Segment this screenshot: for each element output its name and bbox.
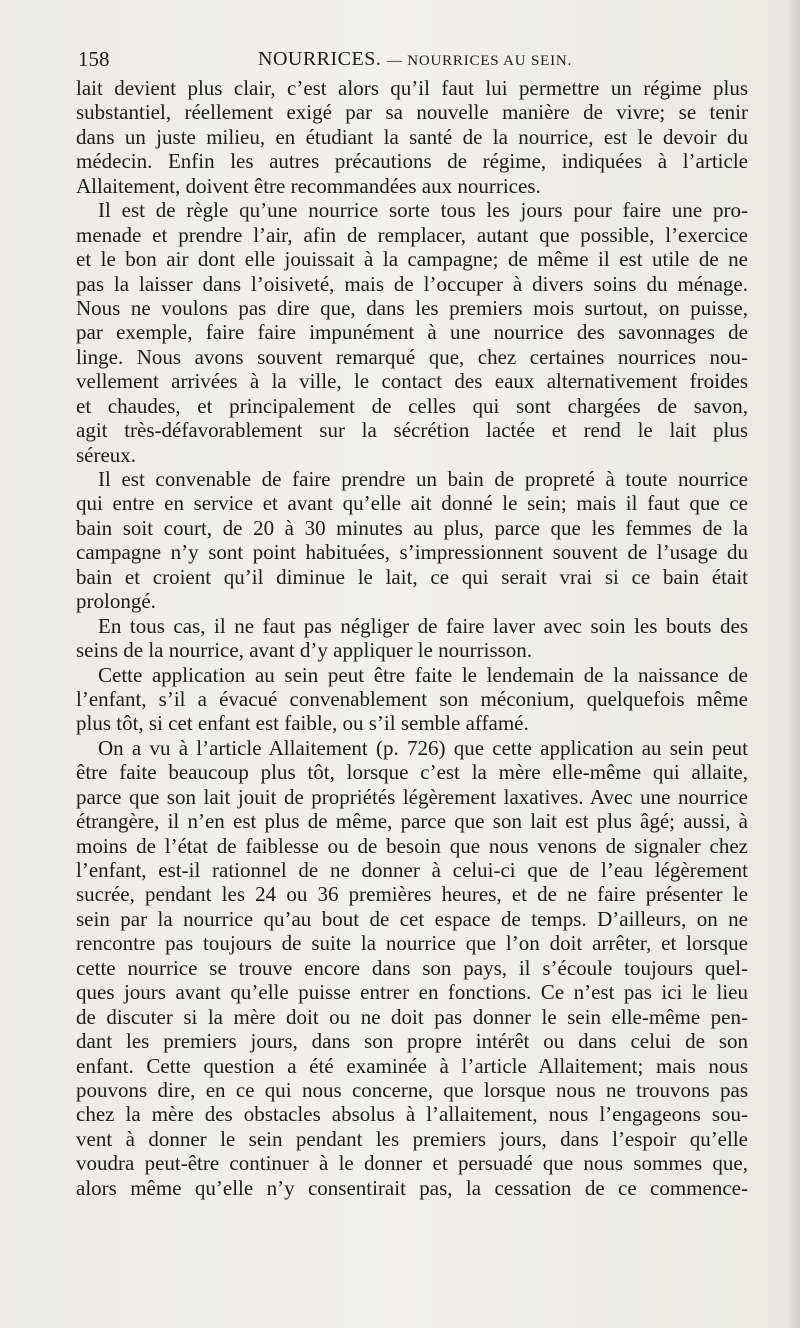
text-line: En tous cas, il ne faut pas négliger de faire laver avec soin les bouts des <box>98 613 748 638</box>
text-line: menade et prendre l’air, afin de remplacer, autant que possible, l’exercice <box>76 222 748 247</box>
text-line: être faite beaucoup plus tôt, lorsque c’est la mère elle-même qui allaite, <box>76 760 748 785</box>
text-line: pas la laisser dans l’oisiveté, mais de l’occuper à divers soins du ménage. <box>76 271 748 296</box>
text-line: linge. Nous avons souvent remarqué que, chez certaines nourrices nou- <box>76 344 748 369</box>
body-text <box>76 76 748 1200</box>
text-line: cette nourrice se trouve encore dans son pays, il s’écoule toujours quel- <box>76 955 748 980</box>
text-line: voudra peut-être continuer à le donner et persuadé que nous sommes que, <box>76 1151 748 1176</box>
text-line: bain soit court, de 20 à 30 minutes au plus, parce que les femmes de la <box>76 515 748 540</box>
text-line: lait devient plus clair, c’est alors qu’il faut lui permettre un régime plus <box>76 76 748 100</box>
text-line: Il est de règle qu’une nourrice sorte tous les jours pour faire une pro- <box>98 198 748 223</box>
text-line: bain et croient qu’il diminue le lait, ce qui serait vrai si ce bain était <box>76 564 748 589</box>
text-line: Cette application au sein peut être faite le lendemain de la naissance de <box>98 662 748 687</box>
text-line: substantiel, réellement exigé par sa nouvelle manière de vivre; se tenir <box>76 100 748 125</box>
text-line: et le bon air dont elle jouissait à la campagne; de même il est utile de ne <box>76 247 748 272</box>
text-line: étrangère, il n’en est plus de même, parce que son lait est plus âgé; aussi, à <box>76 809 748 834</box>
text-line: Allaitement, doivent être recommandées aux nourrices. <box>76 173 541 198</box>
text-line: pouvons dire, en ce qui nous concerne, que lorsque nous ne trouvons pas <box>76 1077 748 1102</box>
text-line: Il est convenable de faire prendre un bain de propreté à toute nourrice <box>98 467 748 491</box>
text-line: de discuter si la mère doit ou ne doit pas donner le sein elle-même pen- <box>76 1004 748 1029</box>
text-line: vent à donner le sein pendant les premiers jours, dans l’espoir qu’elle <box>76 1126 748 1151</box>
text-line: sucrée, pendant les 24 ou 36 premières heures, et de ne faire présenter le <box>76 882 748 907</box>
text-line: l’enfant, s’il a évacué convenablement son méconium, quelquefois même <box>76 686 748 711</box>
text-line: séreux. <box>76 442 137 467</box>
text-line: agit très-défavorablement sur la sécrétion lactée et rend le lait plus <box>76 418 748 443</box>
text-line: sein par la nourrice qu’au bout de cet espace de temps. D’ailleurs, on ne <box>76 906 748 931</box>
text-line: vellement arrivées à la ville, le contact des eaux alternativement froides <box>76 369 748 394</box>
text-line: par exemple, faire faire impunément à une nourrice des savonnages de <box>76 320 748 345</box>
text-line: parce que son lait jouit de propriétés légèrement laxatives. Avec une nourrice <box>76 784 748 809</box>
running-title-main: NOURRICES. <box>258 48 382 70</box>
running-title-sub: — NOURRICES AU SEIN. <box>386 53 573 69</box>
text-line: ques jours avant qu’elle puisse entrer en fonctions. Ce n’est pas ici le lieu <box>76 980 748 1005</box>
text-line: médecin. Enfin les autres précautions de régime, indiquées à l’article <box>76 149 748 174</box>
text-line: chez la mère des obstacles absolus à l’allaitement, nous l’engageons sou- <box>76 1102 748 1127</box>
text-line: enfant. Cette question a été examinée à l’article Allaitement; mais nous <box>76 1053 748 1078</box>
text-line: et chaudes, et principalement de celles qui sont chargées de savon, <box>76 393 748 418</box>
text-line: On a vu à l’article Allaitement (p. 726) que cette application au sein peut <box>98 735 748 760</box>
text-line: qui entre en service et avant qu’elle ait donné le sein; mais il faut que ce <box>76 491 748 516</box>
text-line: campagne n’y sont point habituées, s’impressionnent souvent de l’usage du <box>76 540 748 565</box>
text-line: seins de la nourrice, avant d’y appliquer le nourrisson. <box>76 638 533 663</box>
running-header <box>78 44 748 74</box>
text-line: alors même qu’elle n’y consentirait pas, la cessation de ce commence- <box>76 1175 748 1200</box>
text-line: l’enfant, est-il rationnel de ne donner à celui-ci que de l’eau légèrement <box>76 858 748 882</box>
text-line: rencontre pas toujours de suite la nourrice que l’on doit arrêter, et lorsque <box>76 931 748 956</box>
text-line: prolongé. <box>76 589 156 614</box>
text-line: moins de l’état de faiblesse ou de besoin que nous venons de signaler chez <box>76 833 748 858</box>
text-line: plus tôt, si cet enfant est faible, ou s’il semble affamé. <box>76 711 529 736</box>
page-number: 158 <box>78 47 110 71</box>
running-title <box>258 44 572 76</box>
page-edge-shadow <box>786 0 800 1328</box>
text-line: dans un juste milieu, en étudiant la santé de la nourrice, est le devoir du <box>76 124 748 149</box>
text-line: Nous ne voulons pas dire que, dans les premiers mois surtout, on puisse, <box>76 295 748 320</box>
text-line: dant les premiers jours, dans son propre intérêt ou dans celui de son <box>76 1029 748 1054</box>
